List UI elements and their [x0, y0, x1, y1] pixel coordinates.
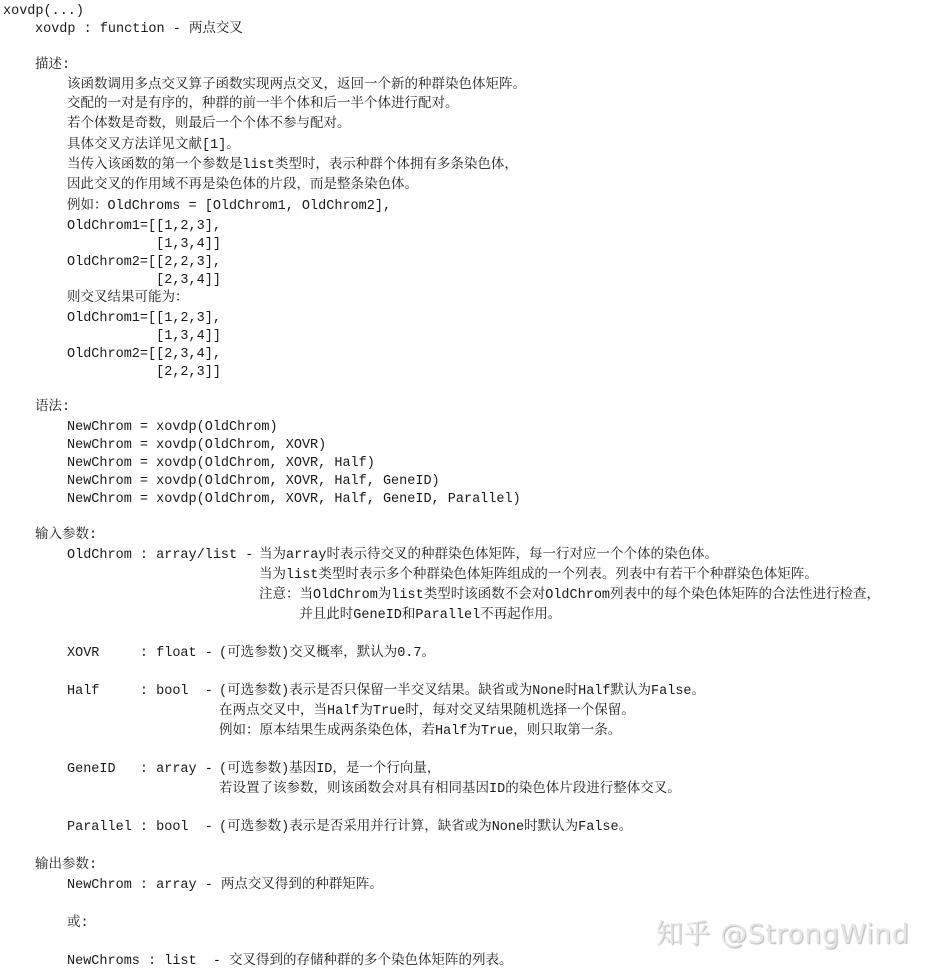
syntax-line: NewChrom = xovdp(OldChrom, XOVR, Half) — [67, 456, 375, 471]
inputs-heading: 输入参数: — [35, 528, 98, 543]
description-heading: 描述: — [35, 58, 71, 73]
outputs-heading: 输出参数: — [35, 858, 98, 873]
code-example-line: [1,3,4]] — [67, 329, 221, 344]
output-or: 或: — [67, 916, 89, 931]
syntax-line: NewChrom = xovdp(OldChrom, XOVR) — [67, 438, 327, 453]
param-half-desc: 例如：原本结果生成两条染色体，若Half为True，则只取第一条。 — [219, 724, 622, 739]
param-oldchrom-name: OldChrom : array/list - — [67, 548, 262, 563]
description-line: 交配的一对是有序的，种群的前一半个体和后一半个体进行配对。 — [67, 97, 459, 112]
syntax-line: NewChrom = xovdp(OldChrom, XOVR, Half, GeneID, Parallel) — [67, 492, 521, 507]
param-oldchrom-desc: 当为array时表示待交叉的种群染色体矩阵，每一行对应一个个体的染色体。 — [259, 548, 719, 563]
description-line: 例如：OldChroms = [OldChrom1, OldChrom2], — [67, 199, 392, 214]
code-example-line: [1,3,4]] — [67, 237, 221, 252]
param-xovr-desc: (可选参数)交叉概率，默认为0.7。 — [219, 646, 436, 661]
param-oldchrom-desc: 注意：当OldChrom为list类型时该函数不会对OldChrom列表中的每个染色体矩阵的合法性进行检查， — [259, 588, 881, 603]
param-oldchrom-desc: 当为list类型时表示多个种群染色体矩阵组成的一个列表。列表中有若干个种群染色体矩阵。 — [259, 568, 818, 583]
code-example-line: OldChrom2=[[2,2,3], — [67, 255, 221, 270]
output-newchroms: NewChroms : list - 交叉得到的存储种群的多个染色体矩阵的列表。 — [67, 954, 513, 969]
code-example-line: OldChrom1=[[1,2,3], — [67, 219, 221, 234]
function-summary: xovdp : function - 两点交叉 — [35, 22, 243, 37]
param-geneid-name: GeneID : array - — [67, 762, 221, 777]
description-line: 当传入该函数的第一个参数是list类型时，表示种群个体拥有多条染色体， — [67, 158, 518, 173]
description-line: 该函数调用多点交叉算子函数实现两点交叉，返回一个新的种群染色体矩阵。 — [67, 78, 526, 93]
description-line: 若个体数是奇数，则最后一个个体不参与配对。 — [67, 117, 351, 132]
param-half-desc: (可选参数)表示是否只保留一半交叉结果。缺省或为None时Half默认为False。 — [219, 684, 706, 699]
param-parallel-desc: (可选参数)表示是否采用并行计算，缺省或为None时默认为False。 — [219, 820, 633, 835]
syntax-heading: 语法: — [35, 400, 71, 415]
code-example-line: OldChrom1=[[1,2,3], — [67, 311, 221, 326]
param-geneid-desc: 若设置了该参数，则该函数会对具有相同基因ID的染色体片段进行整体交叉。 — [219, 782, 681, 797]
description-line: 则交叉结果可能为： — [67, 291, 189, 306]
param-parallel-name: Parallel : bool - — [67, 820, 221, 835]
description-line: 因此交叉的作用域不再是染色体的片段，而是整条染色体。 — [67, 178, 418, 193]
param-half-desc: 在两点交叉中，当Half为True时，每对交叉结果随机选择一个保留。 — [219, 704, 635, 719]
syntax-line: NewChrom = xovdp(OldChrom, XOVR, Half, GeneID) — [67, 474, 440, 489]
code-example-line: [2,2,3]] — [67, 365, 221, 380]
param-xovr-name: XOVR : float - — [67, 646, 221, 661]
param-half-name: Half : bool - — [67, 684, 221, 699]
description-line: 具体交叉方法详见文献[1]。 — [67, 138, 240, 153]
param-oldchrom-desc: 并且此时GeneID和Parallel不再起作用。 — [275, 608, 562, 623]
param-geneid-desc: (可选参数)基因ID，是一个行向量， — [219, 762, 441, 777]
watermark: 知乎 @StrongWind — [656, 919, 910, 950]
code-example-line: OldChrom2=[[2,3,4], — [67, 347, 221, 362]
syntax-line: NewChrom = xovdp(OldChrom) — [67, 420, 278, 435]
function-signature: xovdp(...) — [3, 4, 85, 19]
output-newchrom: NewChrom : array - 两点交叉得到的种群矩阵。 — [67, 878, 383, 893]
code-example-line: [2,3,4]] — [67, 273, 221, 288]
